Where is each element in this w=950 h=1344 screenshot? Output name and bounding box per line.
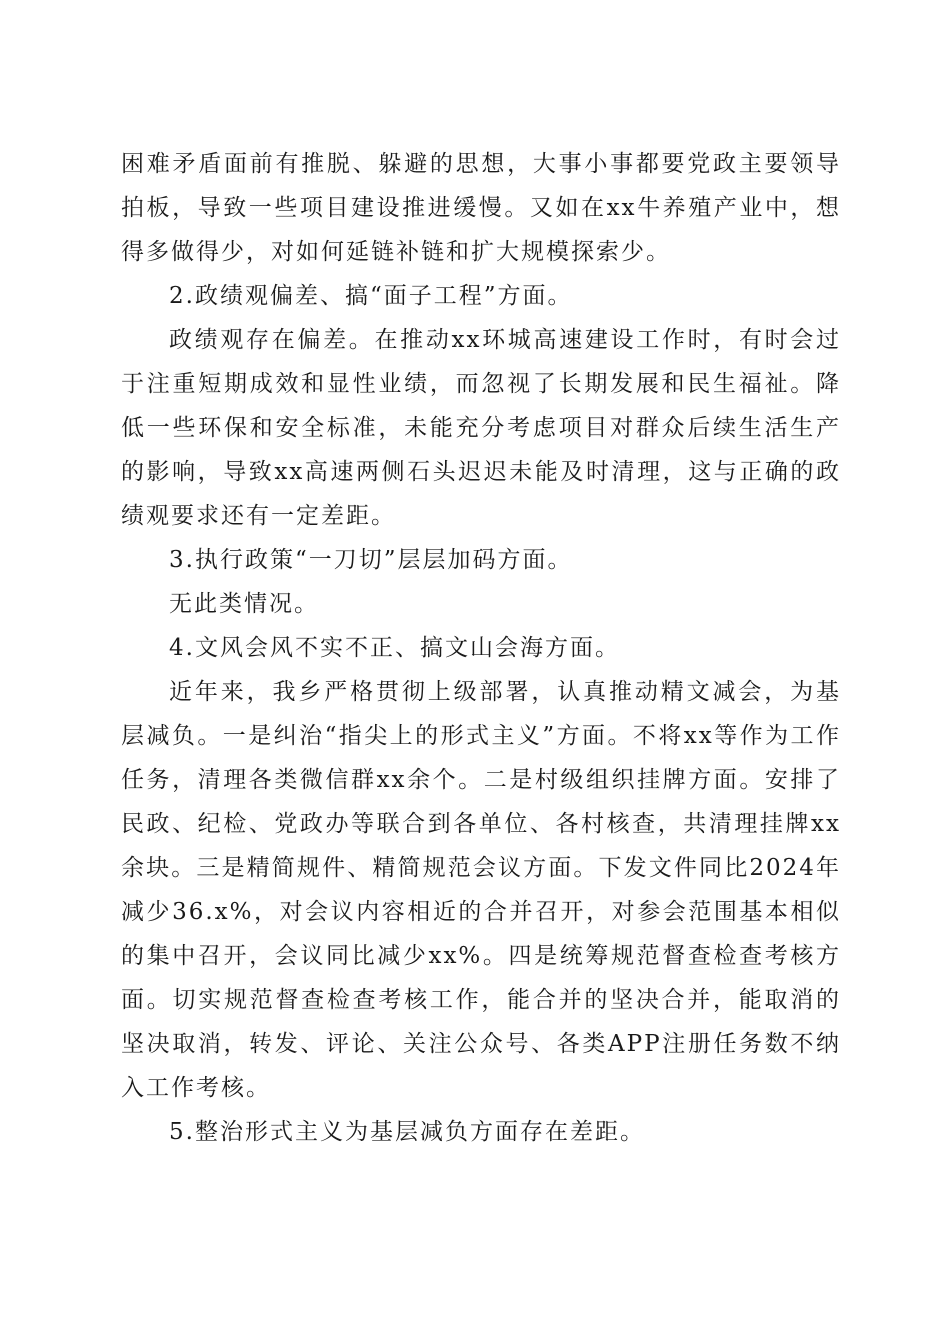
section-heading-2: 2.政绩观偏差、搞“面子工程”方面。: [169, 283, 573, 309]
paragraph-meeting-reduction: 近年来，我乡严格贯彻上级部署，认真推动精文减会，为基层减负。一是纠治“指尖上的形式主义”方面。不将xx等作为工作任务，清理各类微信群xx余个。二是村级组织挂牌方面。安排了民政、纪检、党政办等联合到各单位、各村核查，共清理挂牌xx余块。三是精简规件、精简规范会议方面。下发文件同比2024年减少36.x%，对会议内容相近的合并召开，对参会范围基本相似的集中召开，会议同比减少xx%。四是统筹规范督查检查考核方面。切实规范督查检查考核工作，能合并的坚决合并，能取消的坚决取消，转发、评论、关注公众号、各类APP注册任务数不纳入工作考核。: [121, 679, 841, 1101]
paragraph-no-such-case: 无此类情况。: [169, 591, 319, 617]
section-heading-3: 3.执行政策“一刀切”层层加码方面。: [169, 547, 573, 573]
paragraph-continuation: 困难矛盾面前有推脱、躲避的思想，大事小事都要党政主要领导拍板，导致一些项目建设推进缓慢。又如在xx牛养殖产业中，想得多做得少，对如何延链补链和扩大规模探索少。: [121, 151, 841, 265]
section-heading-4: 4.文风会风不实不正、搞文山会海方面。: [169, 635, 620, 661]
document-body: [121, 142, 841, 1154]
section-heading-5: 5.整治形式主义为基层减负方面存在差距。: [169, 1119, 645, 1145]
paragraph-achievement-view: 政绩观存在偏差。在推动xx环城高速建设工作时，有时会过于注重短期成效和显性业绩，而忽视了长期发展和民生福祉。降低一些环保和安全标准，未能充分考虑项目对群众后续生活生产的影响，导致xx高速两侧石头迟迟未能及时清理，这与正确的政绩观要求还有一定差距。: [121, 327, 841, 529]
